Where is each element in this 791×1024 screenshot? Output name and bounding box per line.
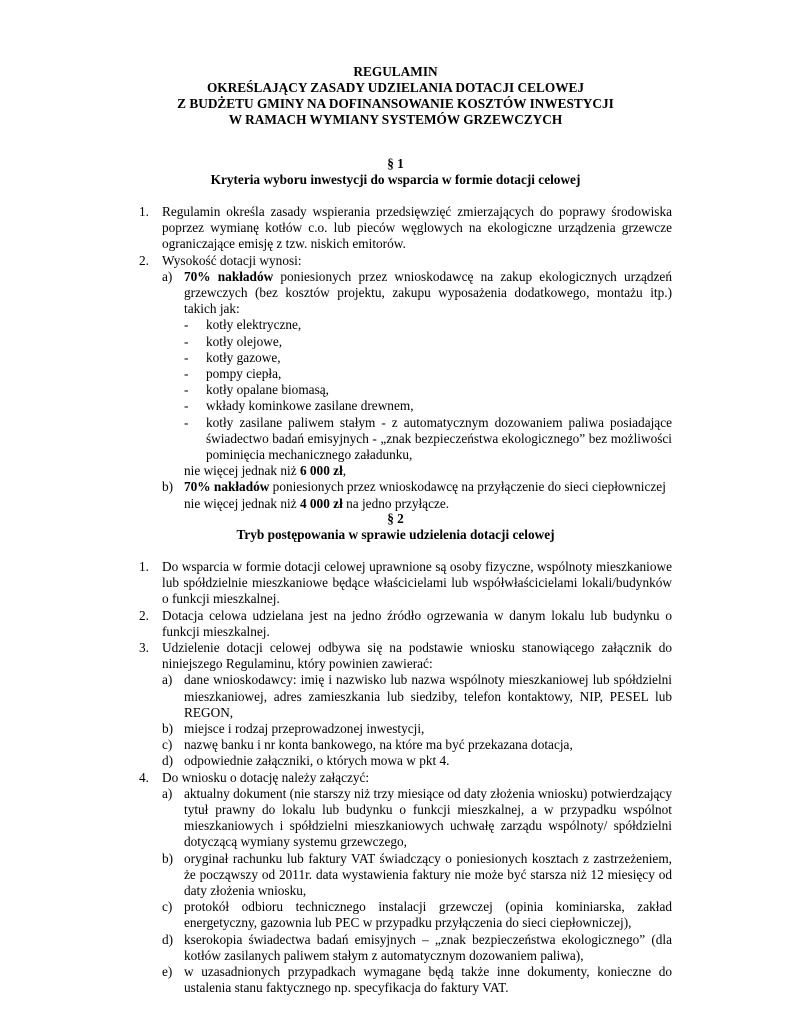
sub-item-text: odpowiednie załączniki, o których mowa w pkt 4. <box>184 753 450 769</box>
list-item <box>139 559 672 608</box>
limit-text: nie więcej jednak niż <box>184 463 300 479</box>
sub-item <box>162 268 672 480</box>
item-number: 2. <box>139 252 149 268</box>
dash-marker: - <box>184 317 189 333</box>
title-line: REGULAMIN <box>353 64 438 79</box>
sub-item <box>162 785 672 851</box>
sub-item-body-end: na jedno przyłącze. <box>342 495 450 511</box>
item-number: 2. <box>139 607 149 623</box>
dash-item-text: pompy ciepła, <box>206 366 282 382</box>
item-text: Udzielenie dotacji celowej odbywa się na podstawie wniosku stanowiącego załącznik do niniejszego Regulaminu, który powinien zawierać: <box>162 640 672 672</box>
section-title: Tryb postępowania w sprawie udzielenia dotacji celowej <box>236 527 555 543</box>
sub-item-text <box>184 269 672 318</box>
title-line: Z BUDŻETU GMINY NA DOFINANSOWANIE KOSZTÓW INWESTYCJI <box>177 96 614 111</box>
list-item <box>139 607 672 640</box>
limit-punct: , <box>342 463 347 479</box>
sub-item <box>162 721 672 737</box>
sub-item-label: e) <box>162 964 173 980</box>
sub-item-label: a) <box>162 268 173 284</box>
dash-item-text: kotły olejowe, <box>206 333 283 349</box>
sub-item-body: poniesionych przez wnioskodawcę na zakup ekologicznych urządzeń grzewczych (bez kosztów projektu, zakupu wyposażenia dodatkowego, montażu itp.) takich jak: <box>184 268 672 317</box>
title-line: OKREŚLAJĄCY ZASADY UDZIELANIA DOTACJI CELOWEJ <box>206 80 585 95</box>
sub-item-text: protokół odbioru technicznego instalacji grzewczej (opinia kominiarska, zakład energetyczny, gazownia lub PEC w przypadku przyłączenia do sieci ciepłowniczej), <box>184 899 672 931</box>
section-symbol: § 2 <box>387 511 404 526</box>
sub-item-text: w uzasadnionych przypadkach wymagane będą także inne dokumenty, konieczne do ustalenia stanu faktycznego np. specyfikacja do faktury VAT. <box>184 964 672 996</box>
list-item <box>139 640 672 770</box>
sub-item-body: poniesionych przez wnioskodawcę na przyłączenie do sieci ciepłowniczej nie więcej jednak niż <box>184 479 666 511</box>
dash-item-text: kotły opalane biomasą, <box>206 382 329 398</box>
item-text: Dotacja celowa udzielana jest na jedno źródło ogrzewania w danym lokalu lub budynku o funkcji mieszkalnej. <box>162 607 672 639</box>
dash-item-text: kotły elektryczne, <box>206 317 302 333</box>
sub-item-label: c) <box>162 899 173 915</box>
sub-item <box>162 931 672 964</box>
title-line: W RAMACH WYMIANY SYSTEMÓW GRZEWCZYCH <box>228 112 563 127</box>
dash-item-text: wkłady kominkowe zasilane drewnem, <box>206 398 414 414</box>
sub-item-label: d) <box>162 931 174 947</box>
sub-item-text: oryginał rachunku lub faktury VAT świadczący o poniesionych kosztach z zastrzeżeniem, że począwszy od 2011r. data wystawienia faktury nie może być starsza niż 12 miesięcy od daty złożenia wniosku, <box>184 850 672 899</box>
item-text: Do wniosku o dotację należy załączyć: <box>162 769 370 785</box>
sub-item <box>162 737 672 753</box>
sub-item-text: kserokopia świadectwa badań emisyjnych – „znak bezpieczeństwa ekologicznego” (dla kotłów zasilanych paliwem stałym z automatycznym dozowaniem paliwa), <box>184 931 672 963</box>
sub-item-text: nazwę banku i nr konta bankowego, na które ma być przekazana dotacja, <box>184 737 573 753</box>
sub-item-label: b) <box>162 479 174 495</box>
list-item <box>139 252 672 512</box>
dash-item-text: kotły zasilane paliwem stałym - z automatycznym dozowaniem paliwa posiadające świadectwo badań emisyjnych - „znak bezpieczeństwa ekologicznego” bez możliwości pominięcia mechanicznego załadunku, <box>206 414 672 463</box>
item-text: Regulamin określa zasady wspierania przedsięwzięć zmierzających do poprawy środowiska poprzez wymianę kotłów c.o. lub pieców węglowych na ekologiczne urządzenia grzewcze ograniczające emisję z tzw. niskich emitorów. <box>162 204 672 252</box>
sub-item-label: a) <box>162 785 173 801</box>
item-number: 4. <box>139 769 149 785</box>
section-2-list <box>0 559 791 996</box>
sub-item-label: a) <box>162 672 173 688</box>
list-item <box>139 204 672 253</box>
sub-item-text: dane wnioskodawcy: imię i nazwisko lub nazwa wspólnoty mieszkaniowej lub spółdzielni mieszkaniowej, adres zamieszkania lub siedziby, telefon kontaktowy, NIP, PESEL lub REGON, <box>184 672 672 720</box>
dash-item-text: kotły gazowe, <box>206 349 281 365</box>
dash-item <box>184 317 672 333</box>
list-item <box>139 769 672 997</box>
sub-item-text <box>184 479 672 511</box>
item-number: 3. <box>139 640 149 656</box>
section-symbol: § 1 <box>387 156 404 171</box>
dash-item <box>184 382 672 398</box>
dash-marker: - <box>184 382 189 398</box>
item-text: Do wsparcia w formie dotacji celowej uprawnione są osoby fizyczne, wspólnoty mieszkaniowe lub spółdzielnie mieszkaniowe będące właścicielami lub współwłaścicielami lokali/budynków o funkcji mieszkalnej. <box>162 559 672 607</box>
sub-item <box>162 964 672 996</box>
sub-item <box>162 850 672 900</box>
limit-amount: 4 000 zł <box>299 495 343 511</box>
dash-item <box>184 398 672 414</box>
sub-item-label: c) <box>162 737 173 753</box>
sub-item <box>162 899 672 931</box>
item-number: 1. <box>139 204 149 219</box>
section-2-heading <box>100 511 691 543</box>
bold-amount: 70% nakładów <box>184 479 270 495</box>
sub-item <box>162 753 672 769</box>
dash-item <box>184 414 672 464</box>
sub-item-label: b) <box>162 721 174 737</box>
sub-item <box>162 672 672 721</box>
section-1-heading <box>100 156 691 188</box>
dash-marker: - <box>184 414 189 430</box>
section-1-list <box>0 204 791 512</box>
dash-marker: - <box>184 398 189 414</box>
dash-item <box>184 349 672 366</box>
dash-item <box>184 366 672 382</box>
section-title: Kryteria wyboru inwestycji do wsparcia w formie dotacji celowej <box>210 172 581 188</box>
limit-amount: 6 000 zł <box>299 463 343 479</box>
sub-item-text: miejsce i rodzaj przeprowadzonej inwestycji, <box>184 721 425 737</box>
bold-amount: 70% nakładów <box>184 268 274 284</box>
item-number: 1. <box>139 559 149 574</box>
item-text: Wysokość dotacji wynosi: <box>162 252 302 268</box>
dash-marker: - <box>184 366 189 382</box>
dash-marker: - <box>184 349 189 365</box>
sub-item-label: b) <box>162 850 174 866</box>
document-title <box>100 64 691 128</box>
dash-item <box>184 333 672 350</box>
sub-item-text: aktualny dokument (nie starszy niż trzy miesiące od daty złożenia wniosku) potwierdzający tytuł prawny do lokalu lub budynku o funkcji mieszkalnej, a w przypadku wspólnot mieszkaniowych i spółdzielni mieszkaniowych uchwałę zarządu wspólnoty/ spółdzielni dotyczącą wymiany systemu grzewczego, <box>184 785 672 850</box>
dash-marker: - <box>184 333 189 349</box>
amount-limit <box>184 463 672 479</box>
sub-item-label: d) <box>162 753 174 769</box>
sub-item <box>162 479 672 511</box>
